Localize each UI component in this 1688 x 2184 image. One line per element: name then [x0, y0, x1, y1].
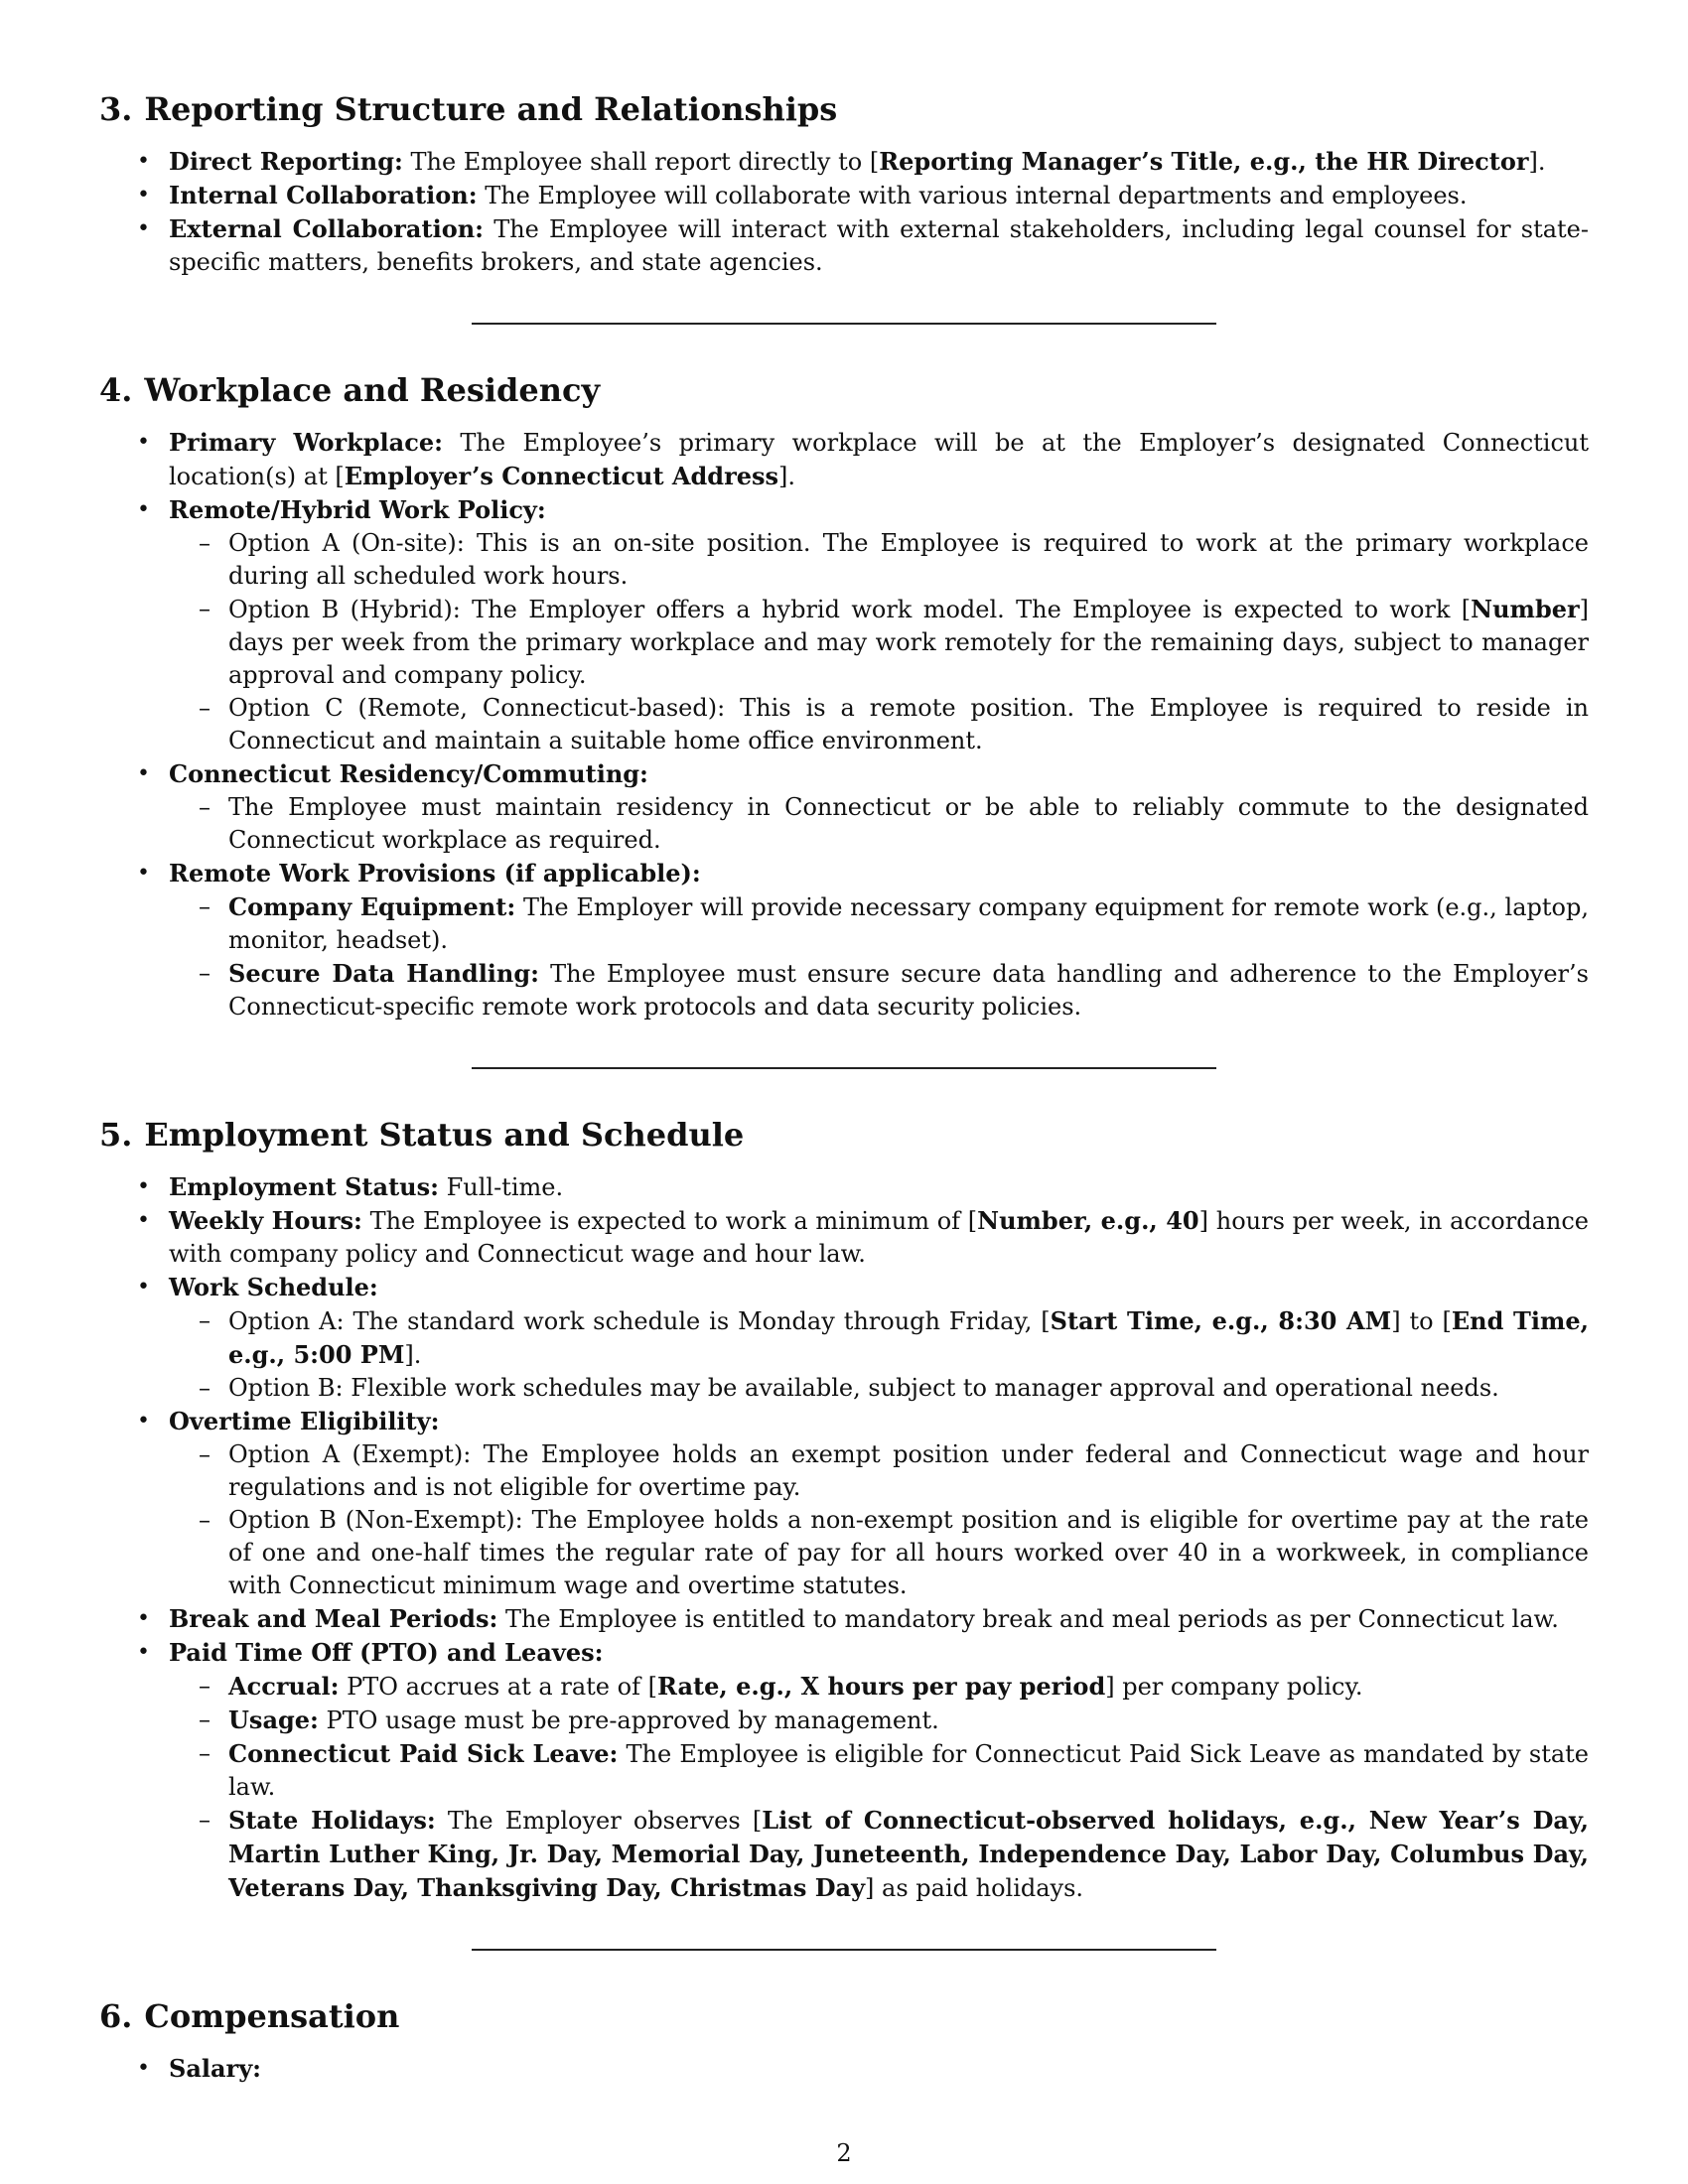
page-number: 2 [836, 2139, 852, 2167]
list-item: • Work Schedule: – Option A: The standard work schedule is Monday through Friday, [Start Time, e.g., 8:30 AM] to [End Time, e.g., 5:00 PM]. – Option B: Flexible work schedules may be available, subject to manager approval and operational needs. [99, 1271, 1589, 1405]
sub-list [169, 1304, 1589, 1405]
sub-list-item: – The Employee must maintain residency in Connecticut or be able to reliably commute to the designated Connecticut workplace as required. [169, 791, 1589, 857]
section-reporting [99, 89, 1589, 279]
sub-list-item: – Connecticut Paid Sick Leave: The Employee is eligible for Connecticut Paid Sick Leave as mandated by state law. [169, 1737, 1589, 1804]
sub-list [169, 527, 1589, 757]
divider [472, 323, 1216, 325]
sub-list-item: – Option A: The standard work schedule is Monday through Friday, [Start Time, e.g., 8:30 AM] to [End Time, e.g., 5:00 PM]. [169, 1304, 1589, 1372]
section-workplace [99, 370, 1589, 1024]
section-heading: 6. Compensation [99, 1997, 400, 2035]
section-heading: 4. Workplace and Residency [99, 371, 601, 409]
list-item: • Remote Work Provisions (if applicable): – Company Equipment: The Employer will provide necessary company equipment for remote work (e.g., laptop, monitor, headset). – Secure Data Handling: The Employee must ensure secure data handling and adherence to the Employer’s Connecticut-specific remote work protocols and data security policies. [99, 857, 1589, 1024]
sub-list-item: – Secure Data Handling: The Employee must ensure secure data handling and adherence to the Employer’s Connecticut-specific remote work protocols and data security policies. [169, 957, 1589, 1024]
section-compensation [99, 1996, 1589, 2086]
sub-list-item: – Accrual: PTO accrues at a rate of [Rate, e.g., X hours per pay period] per company policy. [169, 1670, 1589, 1704]
bullet-list [99, 1170, 1589, 1905]
list-item: • Paid Time Off (PTO) and Leaves: – Accrual: PTO accrues at a rate of [Rate, e.g., X hours per pay period] per company policy. – Usage: PTO usage must be pre-approved by management. – Connecticut Paid Sick Leave: The Employee is eligible for Connecticut Paid Sick Leave as mandated by state law. – State Holidays: The Employer observes [List of Connecticut-observed holidays, e.g., New Year’s Day, Martin Luther King, Jr. Day, Memorial Day, Juneteenth, Independence Day, Labor Day, Columbus Day, Veterans Day, Thanksgiving Day, Christmas Day] as paid holidays. [99, 1636, 1589, 1905]
list-item: • Connecticut Residency/Commuting: – The Employee must maintain residency in Connecticut or be able to reliably commute to the designated Connecticut workplace as required. [99, 757, 1589, 857]
section-employment-status [99, 1115, 1589, 1905]
bullet-list [99, 2052, 1589, 2086]
sub-list-item: – Usage: PTO usage must be pre-approved by management. [169, 1704, 1589, 1737]
section-heading: 5. Employment Status and Schedule [99, 1116, 745, 1154]
sub-list [169, 1670, 1589, 1905]
list-item: • Remote/Hybrid Work Policy: – Option A (On-site): This is an on-site position. The Employee is required to work at the primary workplace during all scheduled work hours. – Option B (Hybrid): The Employer offers a hybrid work model. The Employee is expected to work [Number] days per week from the primary workplace and may work remotely for the remaining days, subject to manager approval and company policy. – Option C (Remote, Connecticut-based): This is a remote position. The Employee is required to reside in Connecticut and maintain a suitable home office environment. [99, 493, 1589, 757]
list-item: • Salary: [99, 2052, 1589, 2086]
sub-list-item: – Option B (Non-Exempt): The Employee holds a non-exempt position and is eligible for overtime pay at the rate of one and one-half times the regular rate of pay for all hours worked over 40 in a workweek, in compliance with Connecticut minimum wage and overtime statutes. [169, 1504, 1589, 1602]
section-heading: 3. Reporting Structure and Relationships [99, 90, 838, 128]
sub-list [169, 1438, 1589, 1602]
sub-list-item: – Option B: Flexible work schedules may be available, subject to manager approval and operational needs. [169, 1372, 1589, 1405]
sub-list-item: – Option B (Hybrid): The Employer offers a hybrid work model. The Employee is expected to work [Number] days per week from the primary workplace and may work remotely for the remaining days, subject to manager approval and company policy. [169, 593, 1589, 692]
sub-list-item: – Option A (On-site): This is an on-site position. The Employee is required to work at the primary workplace during all scheduled work hours. [169, 527, 1589, 593]
document-page [99, 89, 1589, 2086]
bullet-list [99, 145, 1589, 279]
sub-list-item: – Option C (Remote, Connecticut-based): This is a remote position. The Employee is required to reside in Connecticut and maintain a suitable home office environment. [169, 692, 1589, 757]
sub-list [169, 791, 1589, 857]
list-item: • Employment Status: Full-time. [99, 1170, 1589, 1204]
list-item: • Weekly Hours: The Employee is expected to work a minimum of [Number, e.g., 40] hours per week, in accordance with company policy and Connecticut wage and hour law. [99, 1204, 1589, 1271]
divider [472, 1067, 1216, 1069]
bullet-list [99, 426, 1589, 1024]
divider [472, 1949, 1216, 1951]
list-item: • Overtime Eligibility: – Option A (Exempt): The Employee holds an exempt position under federal and Connecticut wage and hour regulations and is not eligible for overtime pay. – Option B (Non-Exempt): The Employee holds a non-exempt position and is eligible for overtime pay at the rate of one and one-half times the regular rate of pay for all hours worked over 40 in a workweek, in compliance with Connecticut minimum wage and overtime statutes. [99, 1405, 1589, 1602]
sub-list-item: – State Holidays: The Employer observes [List of Connecticut-observed holidays, e.g., New Year’s Day, Martin Luther King, Jr. Day, Memorial Day, Juneteenth, Independence Day, Labor Day, Columbus Day, Veterans Day, Thanksgiving Day, Christmas Day] as paid holidays. [169, 1804, 1589, 1905]
list-item: • Direct Reporting: The Employee shall report directly to [Reporting Manager’s Title, e.g., the HR Director]. [99, 145, 1589, 179]
sub-list-item: – Option A (Exempt): The Employee holds an exempt position under federal and Connecticut wage and hour regulations and is not eligible for overtime pay. [169, 1438, 1589, 1504]
list-item: • Break and Meal Periods: The Employee is entitled to mandatory break and meal periods as per Connecticut law. [99, 1602, 1589, 1636]
list-item: • Primary Workplace: The Employee’s primary workplace will be at the Employer’s designated Connecticut location(s) at [Employer’s Connecticut Address]. [99, 426, 1589, 493]
sub-list-item: – Company Equipment: The Employer will provide necessary company equipment for remote work (e.g., laptop, monitor, headset). [169, 890, 1589, 957]
list-item: • Internal Collaboration: The Employee will collaborate with various internal departments and employees. [99, 179, 1589, 212]
sub-list [169, 890, 1589, 1024]
list-item: • External Collaboration: The Employee will interact with external stakeholders, including legal counsel for state-specific matters, benefits brokers, and state agencies. [99, 212, 1589, 279]
